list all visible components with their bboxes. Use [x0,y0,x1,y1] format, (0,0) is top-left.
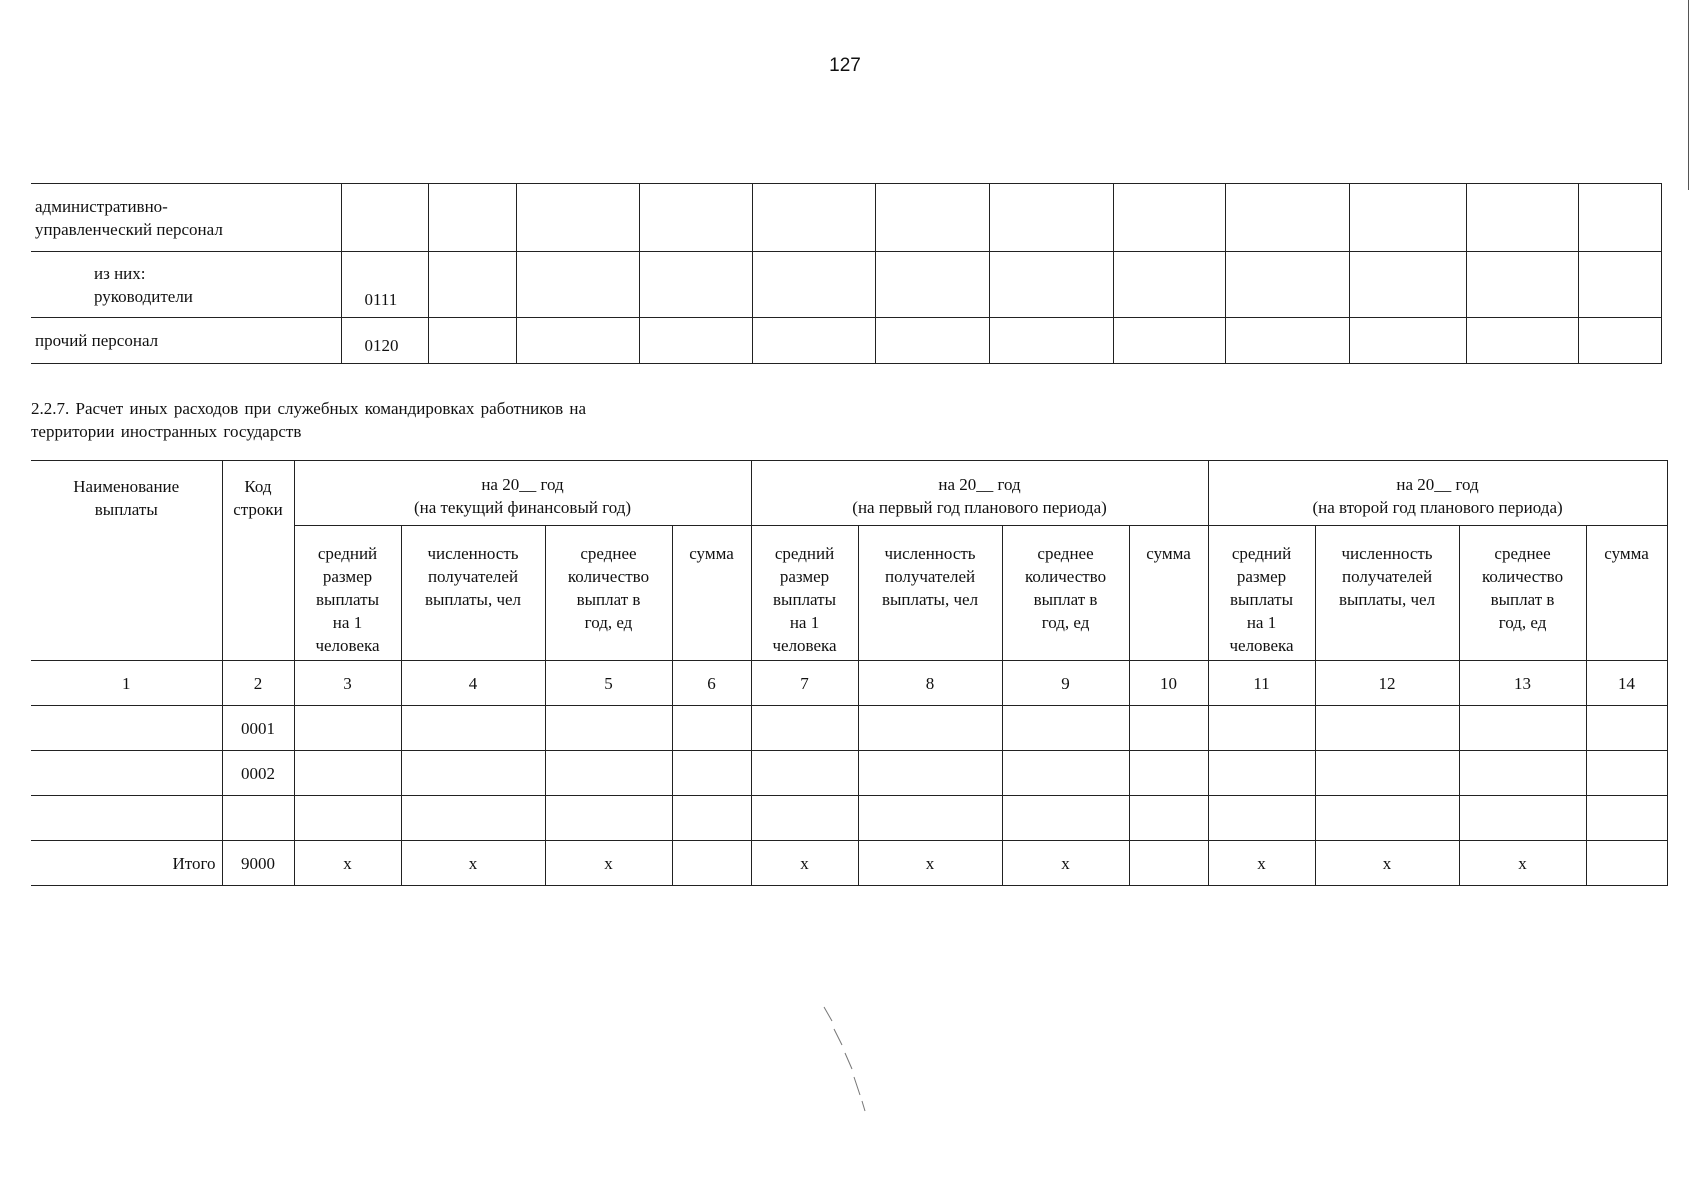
subheader-text: численность [1341,544,1433,563]
table-row [31,706,1667,751]
row-code: 0111 [341,252,428,318]
subheader-text: сумма [689,544,734,563]
row-name-line: из них: [94,263,146,283]
subheader-avg-count [545,526,672,661]
total-cell: x [858,841,1002,886]
header-first-plan-year [751,461,1208,526]
subheader-text: человека [315,636,380,655]
subheader-avg-payment [1208,526,1315,661]
column-number: 8 [858,661,1002,706]
subheader-text: средний [1231,544,1292,563]
row-name [31,318,341,364]
header-text: выплаты [94,500,158,519]
subheader-text: выплат в [1033,590,1098,609]
total-label: Итого [31,841,222,886]
row-name-line: административно- [35,196,168,216]
column-number: 3 [294,661,401,706]
subheader-text: размер [1236,567,1287,586]
subheader-text: среднее [1037,544,1094,563]
column-number: 11 [1208,661,1315,706]
column-number: 10 [1129,661,1208,706]
subheader-avg-payment [294,526,401,661]
section-heading [31,397,731,443]
subheader-text: выплат в [1490,590,1555,609]
subheader-text: получателей [427,567,519,586]
table-row [31,751,1667,796]
header-text: (на первый год планового периода) [852,498,1107,517]
subheader-recipients [1315,526,1459,661]
subheader-text: средний [317,544,378,563]
section-heading-line: 2.2.7. Расчет иных расходов при служебных командировках работников на [31,399,587,418]
subheader-text: сумма [1146,544,1191,563]
header-text: (на текущий финансовый год) [413,498,632,517]
row-name-line: руководители [94,286,193,306]
header-text: строки [233,500,283,519]
header-current-year [294,461,751,526]
subheader-text: выплаты [1230,590,1294,609]
subheader-text: выплаты [316,590,379,609]
row-name [31,184,341,252]
total-cell: x [751,841,858,886]
subheader-text: количество [1024,567,1107,586]
column-number: 12 [1315,661,1459,706]
column-number: 14 [1586,661,1667,706]
subheader-text: численность [884,544,976,563]
column-number: 6 [672,661,751,706]
subheader-avg-count [1002,526,1129,661]
total-code: 9000 [222,841,294,886]
total-cell: x [1315,841,1459,886]
subheader-text: на 1 [1246,613,1277,632]
subheader-text: человека [772,636,837,655]
header-row [31,461,1667,526]
staff-category-table [31,183,1662,364]
table-row [31,252,1661,318]
row-code: 0002 [222,751,294,796]
page-number: 127 [829,55,861,76]
scan-mark [820,1005,880,1115]
scan-edge-line [1688,0,1689,190]
table-row [31,184,1661,252]
header-payment-name [31,461,222,661]
subheader-recipients [858,526,1002,661]
subheader-text: количество [1481,567,1564,586]
travel-expenses-table [31,460,1668,886]
subheader-text: получателей [884,567,976,586]
subheader-text: выплаты [773,590,837,609]
subheader-text: год, ед [584,613,633,632]
subheader-text: год, ед [1041,613,1090,632]
subheader-text: численность [427,544,519,563]
column-number: 9 [1002,661,1129,706]
subheader-text: на 1 [332,613,363,632]
subheader-text: человека [1229,636,1294,655]
subheader-text: выплаты, чел [424,590,522,609]
row-name-line: управленческий персонал [35,219,223,239]
row-name [31,252,341,318]
header-text: на 20__ год [481,475,564,494]
row-code: 0120 [341,318,428,364]
column-number: 4 [401,661,545,706]
column-number: 1 [31,661,222,706]
subheader-sum [1586,526,1667,661]
total-cell [1586,841,1667,886]
header-text: на 20__ год [1396,475,1479,494]
subheader-sum [1129,526,1208,661]
subheader-text: выплат в [576,590,641,609]
row-code [341,184,428,252]
subheader-avg-payment [751,526,858,661]
header-text: Код [244,477,272,496]
column-number-row [31,661,1667,706]
subheader-text: среднее [580,544,637,563]
header-text: Наименование [73,477,180,496]
table-row [31,318,1661,364]
column-number: 5 [545,661,672,706]
header-row-code [222,461,294,661]
subheader-text: количество [567,567,650,586]
total-cell: x [1459,841,1586,886]
subheader-text: год, ед [1498,613,1547,632]
subheader-text: среднее [1494,544,1551,563]
subheader-sum [672,526,751,661]
total-row [31,841,1667,886]
subheader-avg-count [1459,526,1586,661]
row-name [31,796,222,841]
table-row [31,796,1667,841]
subheader-text: сумма [1604,544,1649,563]
subheader-text: выплаты, чел [881,590,979,609]
subheader-text: на 1 [789,613,820,632]
total-cell [672,841,751,886]
total-cell [1129,841,1208,886]
column-number: 7 [751,661,858,706]
header-second-plan-year [1208,461,1667,526]
row-name-line: прочий персонал [35,331,159,350]
total-cell: x [545,841,672,886]
header-text: на 20__ год [938,475,1021,494]
subheader-text: размер [322,567,373,586]
column-number: 13 [1459,661,1586,706]
subheader-recipients [401,526,545,661]
subheader-text: получателей [1341,567,1433,586]
total-cell: x [401,841,545,886]
total-cell: x [1208,841,1315,886]
subheader-text: средний [774,544,835,563]
section-heading-line: территории иностранных государств [31,422,302,441]
total-cell: x [1002,841,1129,886]
subheader-text: выплаты, чел [1338,590,1436,609]
header-text: (на второй год планового периода) [1312,498,1563,517]
row-code: 0001 [222,706,294,751]
row-name [31,751,222,796]
column-number: 2 [222,661,294,706]
subheader-text: размер [779,567,830,586]
total-cell: x [294,841,401,886]
row-code [222,796,294,841]
row-name [31,706,222,751]
